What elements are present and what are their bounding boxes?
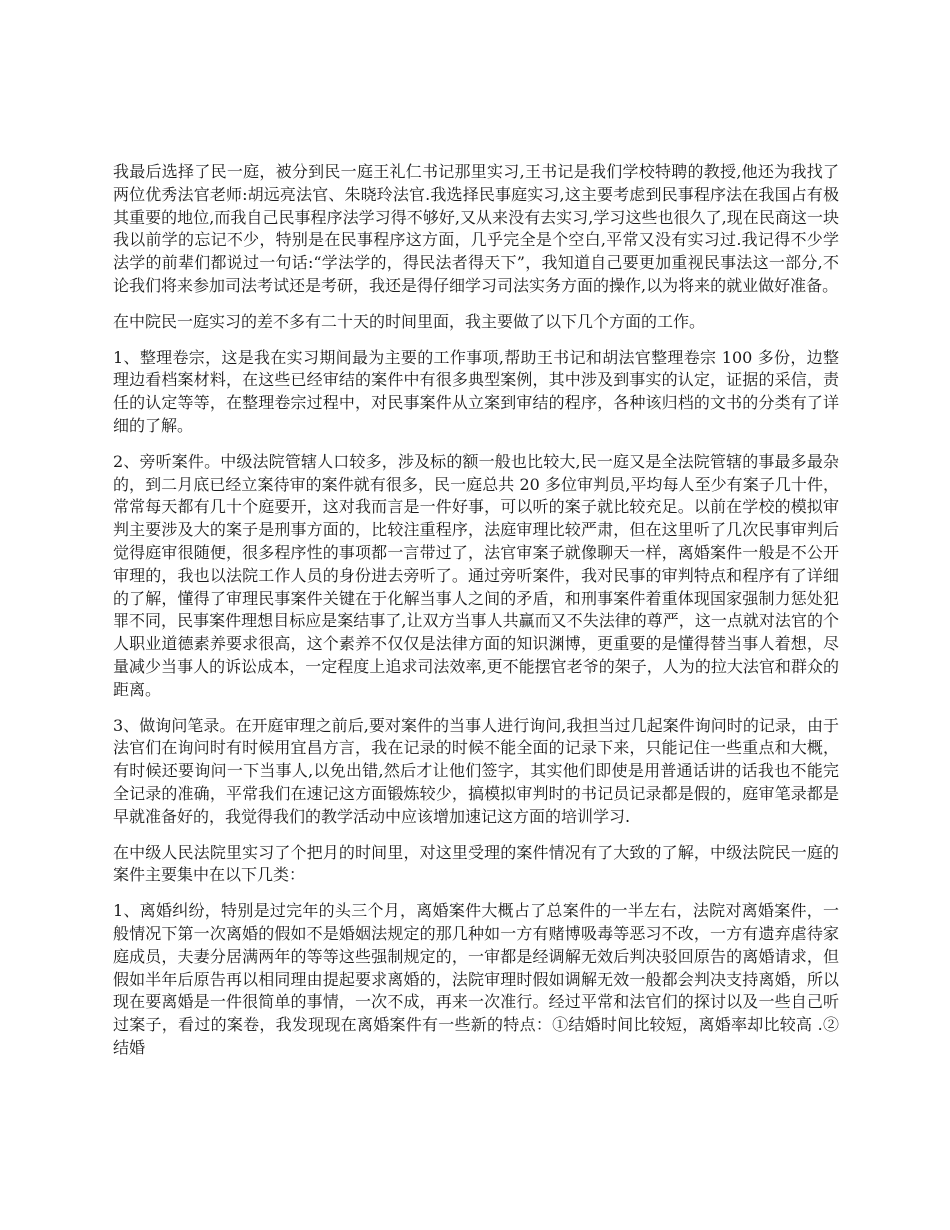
document-body — [113, 161, 839, 1073]
paragraph-organize-files: 1、整理卷宗，这是我在实习期间最为主要的工作事项,帮助王书记和胡法官整理卷宗 100 多份，边整理边看档案材料，在这些已经审结的案件中有很多典型案例，其中涉及到事实的认定，证据的采信，责任的认定等等，在整理卷宗过程中，对民事案件从立案到审结的程序，各种该归档的文书的分类有了详细的了解。 — [113, 347, 839, 435]
paragraph-divorce-disputes: 1、离婚纠纷，特别是过完年的头三个月，离婚案件大概占了总案件的一半左右，法院对离婚案件，一般情况下第一次离婚的假如不是婚姻法规定的那几种如一方有赌博吸毒等恶习不改，一方有遗弃虐待家庭成员，夫妻分居满两年的等等这些强制规定的，一审都是经调解无效后判决驳回原告的离婚请求，但假如半年后原告再以相同理由提起要求离婚的，法院审理时假如调解无效一般都会判决支持离婚，所以现在要离婚是一件很简单的事情，一次不成，再来一次准行。经过平常和法官们的探讨以及一些自己听过案子，看过的案卷，我发现现在离婚案件有一些新的特点：①结婚时间比较短，离婚率却比较高 .② 结婚 — [113, 901, 839, 1057]
paragraph-attend-trials: 2、旁听案件。中级法院管辖人口较多，涉及标的额一般也比较大,民一庭又是全法院管辖的事最多最杂的，到二月底已经立案待审的案件就有很多，民一庭总共 20 多位审判员,平均每人至少有案子几十件，常常每天都有几十个庭要开，这对我而言是一件好事，可以听的案子就比较充足。以前在学校的模拟审判主要涉及大的案子是刑事方面的，比较注重程序，法庭审理比较严肃，但在这里听了几次民事审判后觉得庭审很随便，很多程序性的事项都一言带过了，法官审案子就像聊天一样，离婚案件一般是不公开审理的，我也以法院工作人员的身份进去旁听了。通过旁听案件，我对民事的审判特点和程序有了详细的了解，懂得了审理民事案件关键在于化解当事人之间的矛盾，和刑事案件着重体现国家强制力惩处犯罪不同，民事案件理想目标应是案结事了,让双方当事人共赢而又不失法律的尊严，这一点就对法官的个人职业道德素养要求很高，这个素养不仅仅是法律方面的知识渊博，更重要的是懂得替当事人着想，尽量减少当事人的诉讼成本，一定程度上追求司法效率,更不能摆官老爷的架子，人为的拉大法官和群众的距离。 — [113, 451, 839, 699]
paragraph-case-overview: 在中级人民法院里实习了个把月的时间里，对这里受理的案件情况有了大致的了解，中级法院民一庭的案件主要集中在以下几类： — [113, 842, 839, 885]
paragraph-work-summary: 在中院民一庭实习的差不多有二十天的时间里面，我主要做了以下几个方面的工作。 — [113, 311, 706, 331]
paragraph-intro: 我最后选择了民一庭，被分到民一庭王礼仁书记那里实习,王书记是我们学校特聘的教授,他还为我找了两位优秀法官老师:胡远亮法官、朱晓玲法官.我选择民事庭实习,这主要考虑到民事程序法在我国占有极其重要的地位,而我自己民事程序法学习得不够好,又从来没有去实习,学习这些也很久了,现在民商这一块我以前学的忘记不少，特别是在民事程序这方面，几乎完全是个空白,平常又没有实习过.我记得不少学法学的前辈们都说过一句话:“学法学的，得民法者得天下”，我知道自己要更加重视民事法这一部分,不论我们将来参加司法考试还是考研，我还是得仔细学习司法实务方面的操作,以为将来的就业做好准备。 — [113, 162, 839, 295]
paragraph-record-inquiries: 3、做询问笔录。在开庭审理之前后,要对案件的当事人进行询问,我担当过几起案件询问时的记录，由于法官们在询问时有时候用宜昌方言，我在记录的时候不能全面的记录下来，只能记住一些重点和大概，有时候还要询问一下当事人,以免出错,然后才让他们签字，其实他们即使是用普通话讲的话我也不能完全记录的准确，平常我们在速记这方面锻炼较少，搞模拟审判时的书记员记录都是假的，庭审笔录都是早就准备好的，我觉得我们的教学活动中应该增加速记这方面的培训学习. — [113, 715, 839, 826]
